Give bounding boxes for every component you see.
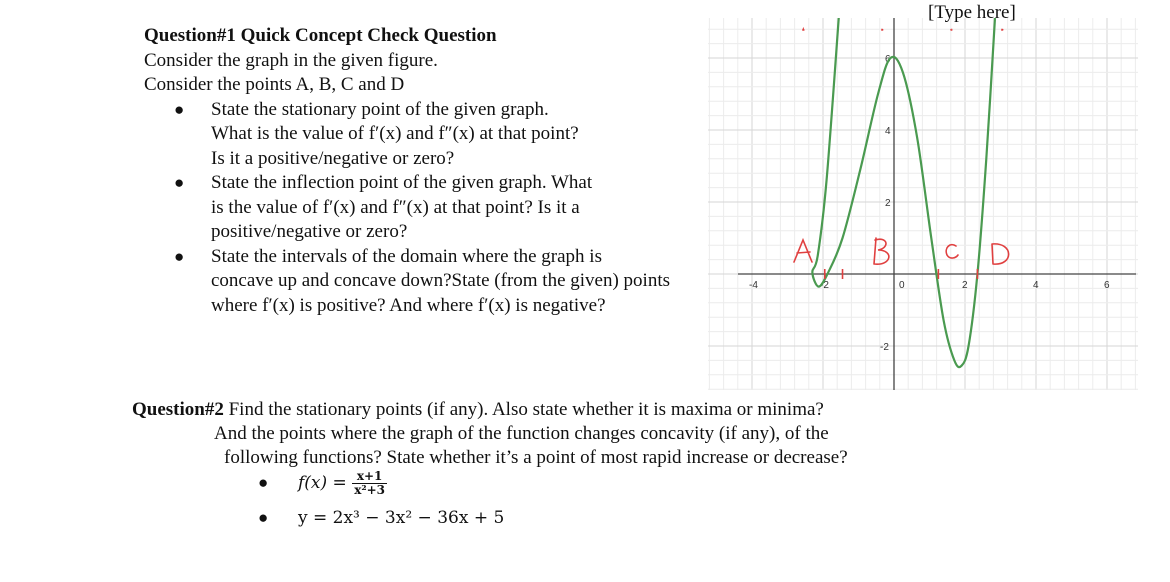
- equation-2-text: y = 2x³ − 3x² − 36x + 5: [298, 508, 505, 528]
- bullet-2-line-3: positive/negative or zero?: [211, 221, 408, 242]
- x-tick-label: -2: [820, 280, 829, 291]
- y-tick-labels: [880, 54, 891, 353]
- y-tick-label: -2: [880, 342, 889, 353]
- point-label-text: C: [951, 30, 952, 31]
- question-1: [144, 24, 724, 318]
- bullet-2-line-1: State the inflection point of the given graph. What: [211, 172, 593, 193]
- equation-1: [258, 470, 387, 497]
- x-tick-label: 2: [962, 280, 968, 291]
- x-tick-label: -4: [749, 280, 758, 291]
- equation-2: [258, 508, 504, 528]
- x-tick-label: 0: [899, 280, 905, 291]
- function-graph: [708, 18, 1138, 394]
- bullet-1-line-1: State the stationary point of the given graph.: [211, 98, 549, 120]
- x-tick-label: 6: [1104, 280, 1110, 291]
- graph-curve: [812, 18, 995, 367]
- x-tick-label: 4: [1033, 280, 1039, 291]
- point-label-b-icon: [874, 238, 889, 264]
- point-annotations: [794, 28, 1009, 264]
- point-label-text: A: [803, 30, 804, 31]
- bullet-icon: ●: [174, 99, 185, 119]
- y-tick-label: 2: [885, 198, 891, 209]
- bullet-1-line-3: Is it a positive/negative or zero?: [211, 147, 455, 169]
- equation-1-fraction: [352, 470, 387, 497]
- graph-grid: [708, 18, 1138, 390]
- question-1-title: Question#1 Quick Concept Check Question: [144, 25, 497, 46]
- question-1-line-2: Consider the points A, B, C and D: [144, 74, 405, 95]
- y-tick-label: 6: [885, 54, 891, 65]
- bullet-1-line-2: What is the value of f′(x) and f″(x) at that point?: [211, 123, 579, 144]
- question-2: [132, 398, 932, 470]
- bullet-icon: ●: [174, 173, 185, 192]
- point-label-d-icon: [992, 244, 1009, 264]
- question-2-line-3: following functions? State whether it’s a point of most rapid increase or decrease?: [224, 447, 848, 468]
- question-2-line-1: [132, 398, 932, 422]
- point-label-text: D: [1002, 30, 1003, 31]
- bullet-icon: ●: [174, 246, 185, 266]
- bullet-3-line-1: State the intervals of the domain where the graph is: [211, 245, 602, 267]
- y-tick-label: 4: [885, 126, 891, 137]
- bullet-1: [144, 98, 724, 172]
- equation-1-denominator: x²+3: [354, 483, 386, 497]
- bullet-3: [144, 245, 724, 319]
- point-label-c-icon: [946, 245, 958, 258]
- bullet-3-line-2: concave up and concave down?State (from the given) points: [211, 270, 671, 291]
- question-1-line-1: Consider the graph in the given figure.: [144, 49, 438, 71]
- point-label-text: B: [882, 30, 883, 31]
- question-2-line-2: And the points where the graph of the function changes concavity (if any), of the: [214, 423, 829, 444]
- x-tick-labels: [749, 280, 1110, 291]
- equation-1-numerator: x+1: [352, 470, 387, 484]
- bullet-2: [144, 171, 724, 245]
- question-2-text: Find the stationary points (if any). Also state whether it is maxima or minima?: [223, 399, 824, 420]
- bullet-3-line-3: where f′(x) is positive? And where f′(x) is negative?: [211, 294, 606, 316]
- question-2-title: Question#2: [132, 399, 224, 420]
- header-placeholder: [Type here]: [928, 2, 1016, 23]
- bullet-icon: ●: [258, 473, 269, 492]
- bullet-2-line-2: is the value of f′(x) and f″(x) at that point? Is it a: [211, 196, 580, 218]
- bullet-icon: ●: [258, 508, 269, 527]
- equation-1-lhs: f(x) =: [298, 473, 347, 493]
